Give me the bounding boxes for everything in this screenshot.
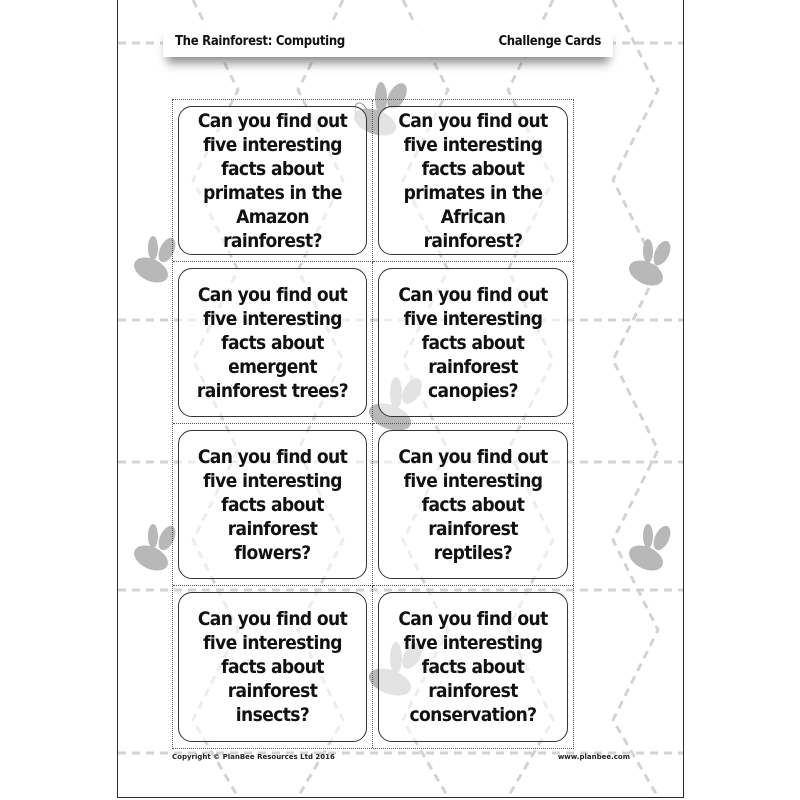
card-text: Can you find out five interesting facts about rainforest insects? xyxy=(197,608,348,726)
card-cell xyxy=(373,424,573,586)
card-cell xyxy=(173,262,373,424)
challenge-card xyxy=(178,592,367,742)
bee-icon xyxy=(618,520,678,575)
challenge-card xyxy=(378,268,568,417)
card-text: Can you find out five interesting facts about rainforest conservation? xyxy=(398,608,548,726)
worksheet-page xyxy=(117,0,684,798)
bee-icon xyxy=(618,235,678,290)
worksheet-title: The Rainforest: Computing xyxy=(175,33,345,49)
challenge-card-grid xyxy=(172,99,574,749)
challenge-card xyxy=(378,430,568,579)
challenge-card xyxy=(178,430,367,579)
challenge-card xyxy=(178,106,367,255)
copyright-text: Copyright © PlanBee Resources Ltd 2016 xyxy=(172,753,335,761)
card-cell xyxy=(173,100,373,262)
card-cell xyxy=(373,262,573,424)
card-text: Can you find out five interesting facts about rainforest reptiles? xyxy=(398,445,548,564)
card-text: Can you find out five interesting facts about primates in the African rainforest? xyxy=(398,109,548,252)
card-text: Can you find out five interesting facts about rainforest flowers? xyxy=(197,445,348,564)
worksheet-subtitle: Challenge Cards xyxy=(498,33,601,49)
card-cell xyxy=(373,586,573,748)
card-text: Can you find out five interesting facts about emergent rainforest trees? xyxy=(196,283,349,402)
challenge-card xyxy=(378,106,568,255)
website-text: www.planbee.com xyxy=(557,753,630,761)
challenge-card xyxy=(178,268,367,417)
card-text: Can you find out five interesting facts about primates in the Amazon rainforest? xyxy=(197,109,348,252)
card-cell xyxy=(173,586,373,748)
challenge-card xyxy=(378,592,568,742)
card-cell xyxy=(373,100,573,262)
card-text: Can you find out five interesting facts about rainforest canopies? xyxy=(398,283,548,402)
card-cell xyxy=(173,424,373,586)
header-banner xyxy=(163,25,613,57)
